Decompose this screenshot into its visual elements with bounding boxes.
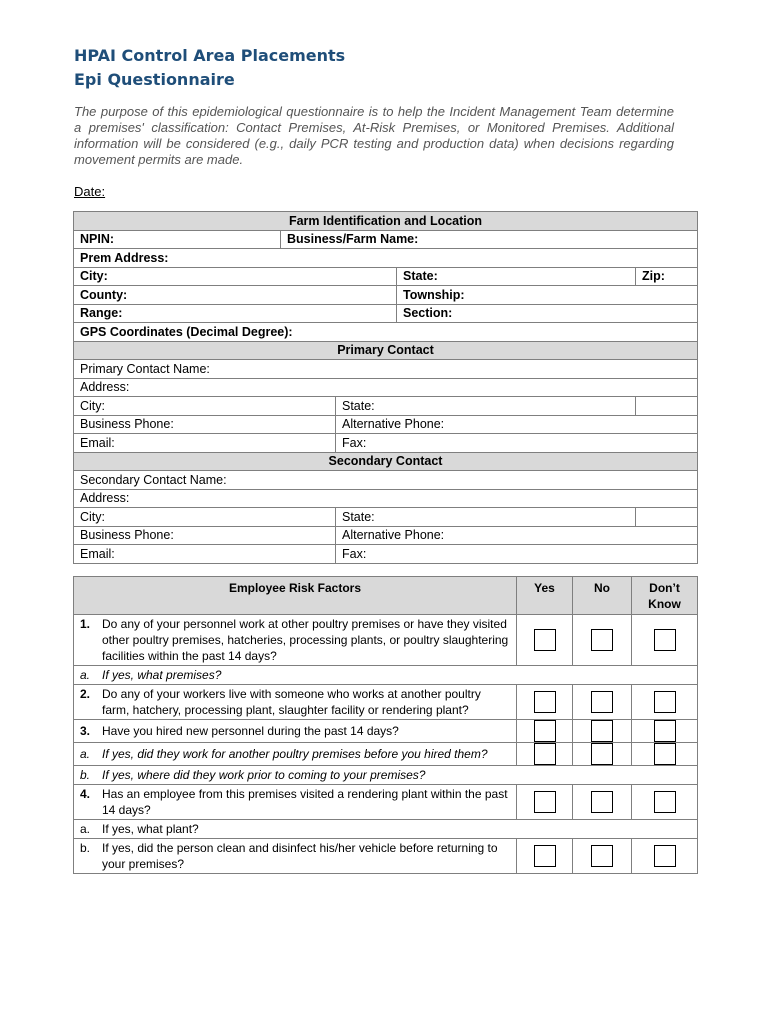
q4b-number: b.: [80, 841, 91, 855]
q3-yes-checkbox[interactable]: [534, 720, 556, 742]
npin-field[interactable]: NPIN:: [74, 230, 281, 249]
question-row: [74, 685, 698, 720]
question-row: [74, 720, 698, 743]
primary-email-field[interactable]: Email:: [74, 434, 336, 453]
question-row: [74, 785, 698, 820]
q4-number: 4.: [80, 787, 91, 801]
q3b-text[interactable]: If yes, where did they work prior to coming to your premises?: [102, 768, 426, 782]
secondary-state-field[interactable]: State:: [336, 508, 636, 527]
primary-contact-heading: Primary Contact: [74, 341, 698, 360]
q1-dontknow-checkbox[interactable]: [654, 629, 676, 651]
q4b-dontknow-checkbox[interactable]: [654, 845, 676, 867]
primary-fax-field[interactable]: Fax:: [336, 434, 698, 453]
q4-dontknow-checkbox[interactable]: [654, 791, 676, 813]
q4-yes-checkbox[interactable]: [534, 791, 556, 813]
q4-text: Has an employee from this premises visited a rendering plant within the past 14 days?: [102, 787, 508, 817]
q4b-text: If yes, did the person clean and disinfect his/her vehicle before returning to your premises?: [102, 841, 498, 871]
secondary-business-phone-field[interactable]: Business Phone:: [74, 526, 336, 545]
q4b-yes-checkbox[interactable]: [534, 845, 556, 867]
q2-number: 2.: [80, 687, 91, 701]
q2-yes-checkbox[interactable]: [534, 691, 556, 713]
q3a-text: If yes, did they work for another poultry premises before you hired them?: [102, 747, 488, 761]
q2-text: Do any of your workers live with someone who works at another poultry farm, hatchery, processing plant, slaughter facility or rendering plant?: [102, 687, 481, 717]
page-title: HPAI Control Area Placements: [74, 46, 346, 65]
page-subtitle: Epi Questionnaire: [74, 70, 235, 89]
secondary-extra-field[interactable]: [636, 508, 698, 527]
q1-no-checkbox[interactable]: [591, 629, 613, 651]
col-yes: Yes: [517, 577, 573, 615]
question-row: [74, 820, 698, 839]
prem-address-field[interactable]: Prem Address:: [74, 249, 698, 268]
township-field[interactable]: Township:: [397, 286, 698, 305]
q4b-no-checkbox[interactable]: [591, 845, 613, 867]
q1-number: 1.: [80, 617, 91, 631]
question-row: [74, 839, 698, 874]
primary-extra-field[interactable]: [636, 397, 698, 416]
farm-city-field[interactable]: City:: [74, 267, 397, 286]
q3-text: Have you hired new personnel during the past 14 days?: [102, 724, 399, 738]
q1-yes-checkbox[interactable]: [534, 629, 556, 651]
section-field[interactable]: Section:: [397, 304, 698, 323]
secondary-alt-phone-field[interactable]: Alternative Phone:: [336, 526, 698, 545]
farm-zip-field[interactable]: Zip:: [636, 267, 698, 286]
q2-dontknow-checkbox[interactable]: [654, 691, 676, 713]
q3b-number: b.: [80, 768, 91, 782]
secondary-fax-field[interactable]: Fax:: [336, 545, 698, 564]
primary-address-field[interactable]: Address:: [74, 378, 698, 397]
primary-city-field[interactable]: City:: [74, 397, 336, 416]
q4a-text[interactable]: If yes, what plant?: [102, 822, 199, 836]
col-no: No: [573, 577, 632, 615]
q3-number: 3.: [80, 724, 91, 738]
secondary-address-field[interactable]: Address:: [74, 489, 698, 508]
q4-no-checkbox[interactable]: [591, 791, 613, 813]
question-row: [74, 766, 698, 785]
farm-identification-table: [73, 211, 698, 564]
q2-no-checkbox[interactable]: [591, 691, 613, 713]
q1a-text[interactable]: If yes, what premises?: [102, 668, 222, 682]
secondary-contact-name-field[interactable]: Secondary Contact Name:: [74, 471, 698, 490]
risk-heading: Employee Risk Factors: [74, 577, 517, 615]
county-field[interactable]: County:: [74, 286, 397, 305]
date-label: Date:: [74, 184, 106, 199]
range-field[interactable]: Range:: [74, 304, 397, 323]
secondary-city-field[interactable]: City:: [74, 508, 336, 527]
question-row: [74, 666, 698, 685]
q1-text: Do any of your personnel work at other poultry premises or have they visited other poultry premises, hatcheries, processing plants, or poultry slaughtering facilities within the past 14 days?: [102, 617, 509, 663]
farm-state-field[interactable]: State:: [397, 267, 636, 286]
q3a-no-checkbox[interactable]: [591, 743, 613, 765]
secondary-contact-heading: Secondary Contact: [74, 452, 698, 471]
employee-risk-table: [73, 576, 698, 874]
primary-alt-phone-field[interactable]: Alternative Phone:: [336, 415, 698, 434]
q3-no-checkbox[interactable]: [591, 720, 613, 742]
q3a-number: a.: [80, 747, 91, 761]
secondary-email-field[interactable]: Email:: [74, 545, 336, 564]
primary-contact-name-field[interactable]: Primary Contact Name:: [74, 360, 698, 379]
q3-dontknow-checkbox[interactable]: [654, 720, 676, 742]
question-row: [74, 615, 698, 666]
q3a-dontknow-checkbox[interactable]: [654, 743, 676, 765]
q3a-yes-checkbox[interactable]: [534, 743, 556, 765]
farm-heading: Farm Identification and Location: [74, 212, 698, 231]
business-name-field[interactable]: Business/Farm Name:: [281, 230, 698, 249]
primary-business-phone-field[interactable]: Business Phone:: [74, 415, 336, 434]
q1a-number: a.: [80, 668, 91, 682]
purpose-text: The purpose of this epidemiological questionnaire is to help the Incident Management Team determine a premises' classification: Contact Premises, At-Risk Premises, or Monitored Premises. Additional information will be considered (e.g., daily PCR testing and production data) when decisions regarding movement permits are made.: [74, 104, 674, 167]
col-dont-know: Don’t Know: [632, 577, 698, 615]
primary-state-field[interactable]: State:: [336, 397, 636, 416]
gps-field[interactable]: GPS Coordinates (Decimal Degree):: [74, 323, 698, 342]
q4a-number: a.: [80, 822, 91, 836]
question-row: [74, 743, 698, 766]
